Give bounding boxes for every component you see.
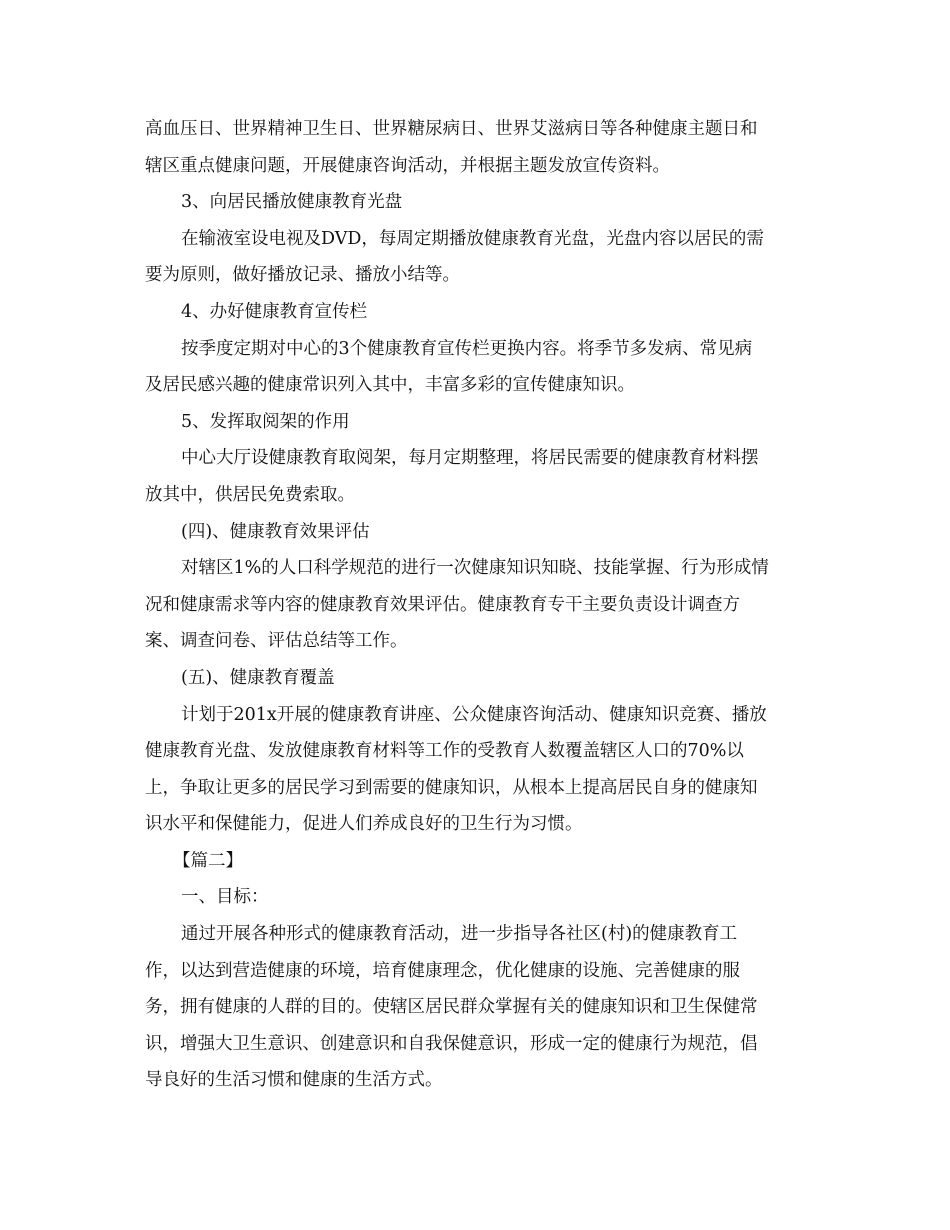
section-heading: 一、目标： [181,887,269,908]
text-line: 健康教育光盘、发放健康教育材料等工作的受教育人数覆盖辖区人口的70%以 [145,741,744,762]
text-line: 辖区重点健康问题，开展健康咨询活动，并根据主题发放宣传资料。 [145,155,670,176]
text-line: 务，拥有健康的人群的目的。使辖区居民群众掌握有关的健康知识和卫生保健常 [145,997,758,1018]
section-heading: 5、发挥取阅架的作用 [181,411,350,432]
section-heading: 4、办好健康教育宣传栏 [181,301,368,322]
section-heading: (五)、健康教育覆盖 [181,667,335,688]
text-line: 在输液室设电视及DVD，每周定期播放健康教育光盘，光盘内容以居民的需 [181,228,764,249]
text-line: 按季度定期对中心的3个健康教育宣传栏更换内容。将季节多发病、常见病 [181,338,753,359]
section-heading: (四)、健康教育效果评估 [181,521,370,542]
text-line: 计划于201x开展的健康教育讲座、公众健康咨询活动、健康知识竞赛、播放 [181,704,767,725]
section-heading: 3、向居民播放健康教育光盘 [181,192,403,213]
text-line: 对辖区1%的人口科学规范的进行一次健康知识知晓、技能掌握、行为形成情 [181,558,769,579]
text-line: 上，争取让更多的居民学习到需要的健康知识，从根本上提高居民自身的健康知 [145,777,758,798]
text-line: 况和健康需求等内容的健康教育效果评估。健康教育专干主要负责设计调查方 [145,594,740,615]
document-body [145,111,805,1099]
text-line: 作，以达到营造健康的环境，培育健康理念，优化健康的设施、完善健康的服 [145,960,740,981]
text-line: 要为原则，做好播放记录、播放小结等。 [145,265,460,286]
text-line: 放其中，供居民免费索取。 [145,484,355,505]
text-line: 案、调查问卷、评估总结等工作。 [145,631,408,652]
text-line: 通过开展各种形式的健康教育活动，进一步指导各社区(村)的健康教育工 [181,924,738,945]
text-line: 及居民感兴趣的健康常识列入其中，丰富多彩的宣传健康知识。 [145,375,635,396]
part-heading: 【篇二】 [173,850,243,871]
text-line: 高血压日、世界精神卫生日、世界糖尿病日、世界艾滋病日等各种健康主题日和 [145,119,758,139]
text-line: 识水平和保健能力，促进人们养成良好的卫生行为习惯。 [145,814,583,835]
text-line: 导良好的生活习惯和健康的生活方式。 [145,1070,443,1091]
text-line: 中心大厅设健康教育取阅架，每月定期整理，将居民需要的健康教育材料摆 [181,448,759,469]
text-line: 识，增强大卫生意识、创建意识和自我保健意识，形成一定的健康行为规范，倡 [145,1033,758,1054]
